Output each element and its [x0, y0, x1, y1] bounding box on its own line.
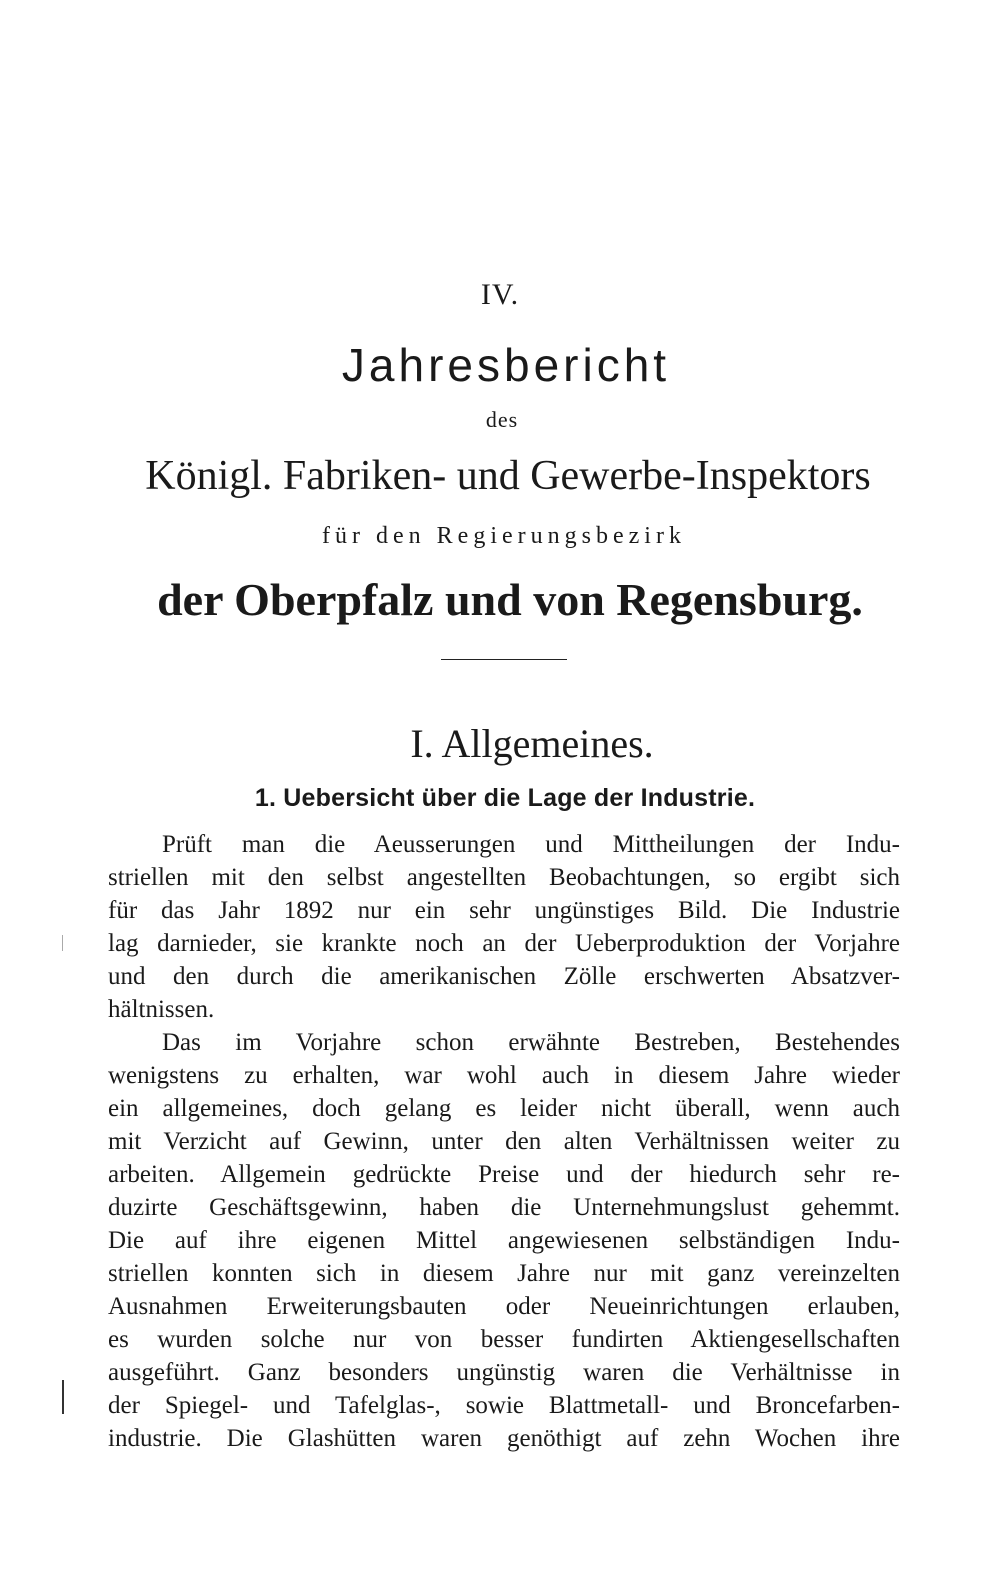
paragraph-1-line: und den durch die amerikanischen Zölle erschwerten Absatzver- [108, 963, 900, 990]
paragraph-1-line: lag darnieder, sie krankte noch an der Ueberproduktion der Vorjahre [108, 930, 900, 957]
report-des: des [485, 407, 519, 432]
paragraph-1-line: hältnissen. [108, 996, 215, 1023]
paragraph-1-line: Prüft man die Aeusserungen und Mittheilungen der Indu- [162, 831, 900, 858]
report-authority: Königl. Fabriken- und Gewerbe-Inspektors [145, 453, 871, 499]
paragraph-2-line: ausgeführt. Ganz besonders ungünstig waren die Verhältnisse in [108, 1359, 900, 1386]
margin-mark [62, 1380, 64, 1414]
paragraph-1-line: striellen mit den selbst angestellten Beobachtungen, so ergibt sich [108, 864, 900, 891]
paragraph-2-line: striellen konnten sich in diesem Jahre nur mit ganz vereinzelten [108, 1260, 900, 1287]
paragraph-1-line: für das Jahr 1892 nur ein sehr ungünstiges Bild. Die Industrie [108, 897, 900, 924]
margin-mark [62, 935, 63, 951]
paragraph-2-line: duzirte Geschäftsgewinn, haben die Unternehmungslust gehemmt. [108, 1194, 900, 1221]
report-region: der Oberpfalz und von Regensburg. [157, 574, 863, 625]
paragraph-2-line: Ausnahmen Erweiterungsbauten oder Neueinrichtungen erlauben, [108, 1293, 900, 1320]
section-heading: I. Allgemeines. [410, 721, 654, 766]
paragraph-2-line: es wurden solche nur von besser fundirten Aktiengesellschaften [108, 1326, 900, 1353]
paragraph-2-line: Das im Vorjahre schon erwähnte Bestreben, Bestehendes [162, 1029, 900, 1056]
report-fuer: für den Regierungsbezirk [322, 523, 686, 549]
paragraph-2-line: der Spiegel- und Tafelglas-, sowie Blattmetall- und Broncefarben- [108, 1392, 900, 1419]
subsection-heading: 1. Uebersicht über die Lage der Industrie. [254, 784, 756, 812]
paragraph-2-line: industrie. Die Glashütten waren genöthigt auf zehn Wochen ihre [108, 1425, 900, 1452]
paragraph-2-line: arbeiten. Allgemein gedrückte Preise und der hiedurch sehr re- [108, 1161, 900, 1188]
paragraph-2-line: mit Verzicht auf Gewinn, unter den alten Verhältnissen weiter zu [108, 1128, 900, 1155]
paragraph-2-line: Die auf ihre eigenen Mittel angewiesenen selbständigen Indu- [108, 1227, 900, 1254]
title-divider [441, 659, 567, 660]
paragraph-2-line: wenigstens zu erhalten, war wohl auch in diesem Jahre wieder [108, 1062, 900, 1089]
report-number: IV. [480, 278, 520, 311]
report-title: Jahresbericht [341, 339, 671, 391]
paragraph-2-line: ein allgemeines, doch gelang es leider nicht überall, wenn auch [108, 1095, 900, 1122]
